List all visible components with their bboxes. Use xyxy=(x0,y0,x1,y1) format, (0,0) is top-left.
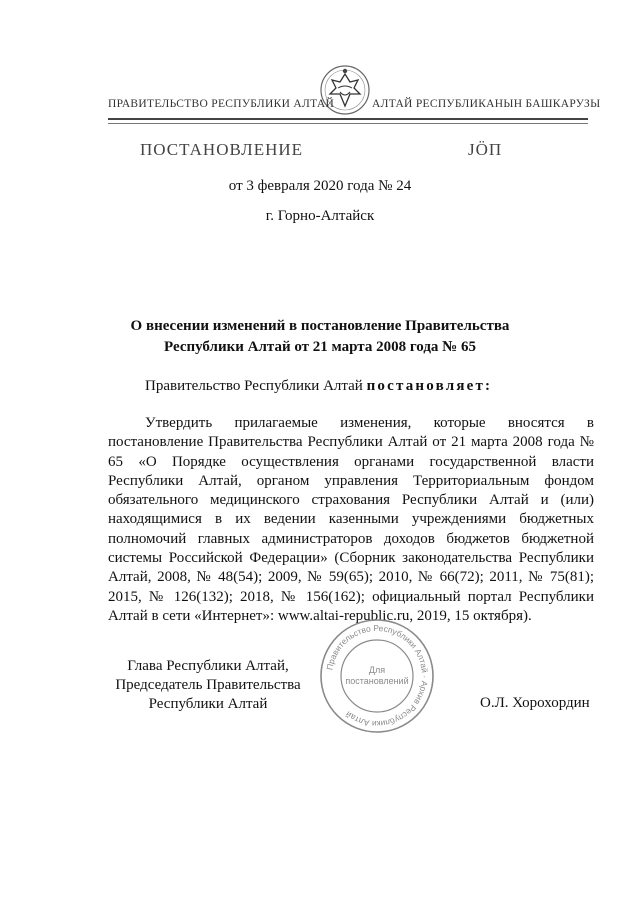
subject-line-2: Республики Алтай от 21 марта 2008 года № 65 xyxy=(164,339,476,355)
archive-stamp xyxy=(318,617,436,735)
header-rule-thick xyxy=(108,118,588,120)
government-name-altai: АЛТАЙ РЕСПУБЛИКАНЫН БАШКАРУЗЫ xyxy=(372,98,601,110)
signatory-title xyxy=(108,657,308,714)
stamp-ring-text: Правительство Республики Алтай · Архив Республики Алтай xyxy=(324,622,431,730)
stamp-center-line-2: постановлений xyxy=(345,676,409,686)
doc-type-altai: ЈӦП xyxy=(468,140,503,159)
place-line: г. Горно-Алтайск xyxy=(265,208,375,224)
doc-type-russian: ПОСТАНОВЛЕНИЕ xyxy=(140,140,304,159)
coat-of-arms-emblem xyxy=(318,62,372,122)
subject-line-1: О внесении изменений в постановление Правительства xyxy=(130,318,510,334)
preamble-emphasis: постановляет: xyxy=(366,378,493,394)
signatory-title-line-3: Республики Алтай xyxy=(148,696,268,712)
signatory-title-line-2: Председатель Правительства xyxy=(115,677,301,693)
body-paragraph-text: Утвердить прилагаемые изменения, которые вносятся в постановление Правительства Республики Алтай от 21 марта 2008 года № 65 «О Порядке осуществления органами государственной власти Республики Алтай, органом управления Территориальным фондом обязательного медицинского страхования Республики Алтай и (или) находящимися в их ведении казенными учреждениями бюджетных полномочий главных администраторов доходов бюджетов бюджетной системы Российской Федерации» (Сборник законодательства Республики Алтай, 2008, № 48(54); 2009, № 59(65); 2010, № 66(72); 2011, № 75(81); 2015, № 126(132); 2018, № 156(162); официальный портал Республики Алтай в сети «Интернет»: www.altai-republic.ru, 2019, 15 октября). xyxy=(108,415,594,624)
body-paragraph xyxy=(108,414,594,626)
stamp-center-line-1: Для xyxy=(368,665,386,675)
date-number-line: от 3 февраля 2020 года № 24 xyxy=(228,178,412,194)
document-subject xyxy=(100,316,540,358)
signatory-name: О.Л. Хорохордин xyxy=(480,695,590,711)
preamble-text: Правительство Республики Алтай xyxy=(145,378,367,394)
signatory-title-line-1: Глава Республики Алтай, xyxy=(127,658,289,674)
preamble xyxy=(145,378,492,395)
government-name-russian: ПРАВИТЕЛЬСТВО РЕСПУБЛИКИ АЛТАЙ xyxy=(108,98,335,110)
header-rule-thin xyxy=(108,123,588,124)
